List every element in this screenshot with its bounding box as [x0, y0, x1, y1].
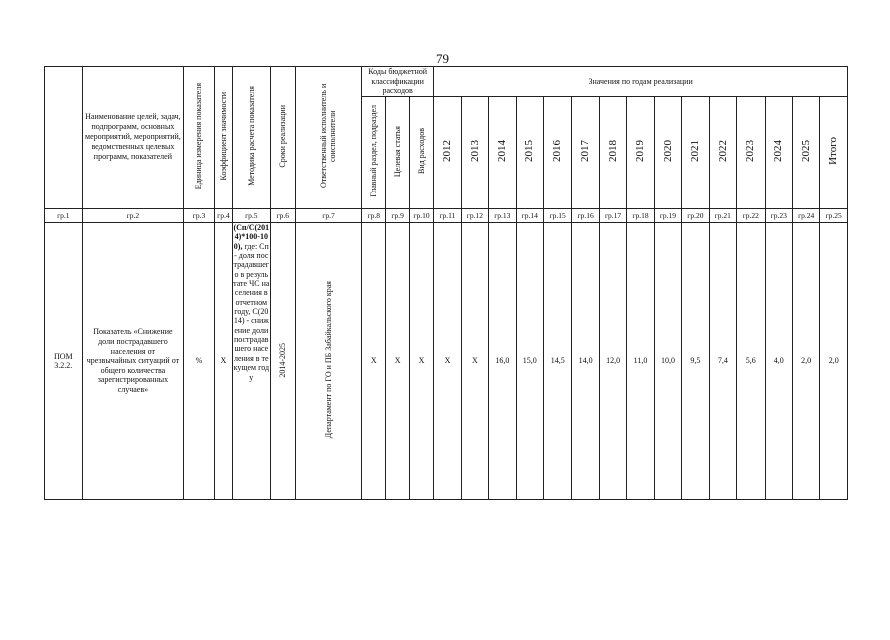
row-value: X — [434, 222, 461, 499]
indicator-table — [44, 66, 848, 500]
header-name: Наименование целей, задач, подпрограмм, основных мероприятий, мероприятий, ведомственных целевых программ, показателей — [82, 67, 184, 209]
column-number: гр.8 — [362, 208, 386, 222]
header-year: 2012 — [434, 96, 461, 208]
row-method — [233, 222, 271, 499]
header-year: 2017 — [572, 96, 599, 208]
page-number: 79 — [436, 51, 449, 66]
column-number: гр.11 — [434, 208, 461, 222]
column-number: гр.23 — [765, 208, 792, 222]
header-year: 2025 — [792, 96, 819, 208]
column-number-row — [45, 208, 848, 222]
header-budget-group: Коды бюджетной классификации расходов — [362, 67, 434, 97]
row-name: Показатель «Снижение доли пострадавшего населения от чрезвычайных ситуаций от общего количества зарегистрированных случаев» — [82, 222, 184, 499]
row-value: 5,6 — [737, 222, 765, 499]
header-terms: Сроки реализации — [270, 67, 295, 209]
header-budget-target: Целевая статья — [386, 96, 409, 208]
column-number: гр.2 — [82, 208, 184, 222]
column-number: гр.4 — [214, 208, 232, 222]
column-number: гр.6 — [270, 208, 295, 222]
header-year: 2016 — [543, 96, 571, 208]
header-method: Методика расчета показателя — [233, 67, 271, 209]
header-row-top — [45, 67, 848, 97]
column-number: гр.10 — [409, 208, 433, 222]
row-value: 10,0 — [654, 222, 681, 499]
row-budget-target: X — [386, 222, 409, 499]
column-number: гр.19 — [654, 208, 681, 222]
row-value: 2,0 — [792, 222, 819, 499]
column-number: гр.5 — [233, 208, 271, 222]
row-value: 11,0 — [627, 222, 654, 499]
header-year: 2022 — [709, 96, 736, 208]
row-code: ПОМ 3.2.2. — [45, 222, 83, 499]
header-budget-main: Главный раздел, подраздел — [362, 96, 386, 208]
method-text: где: Сп - доля пострадавшего в результате ЧС населения в отчетном году, С(2014) - снижение доли пострадавшего населения в текущем году — [233, 241, 270, 382]
row-value: 9,5 — [682, 222, 709, 499]
column-number: гр.9 — [386, 208, 409, 222]
column-number: гр.17 — [599, 208, 626, 222]
method-formula: (Сп/С(2014)*100-100), — [233, 222, 270, 251]
row-value: 4,0 — [765, 222, 792, 499]
header-year: 2023 — [737, 96, 765, 208]
column-number: гр.25 — [820, 208, 848, 222]
row-coef: X — [214, 222, 232, 499]
column-number: гр.12 — [461, 208, 488, 222]
column-number: гр.13 — [489, 208, 516, 222]
header-year: 2020 — [654, 96, 681, 208]
header-responsible: Ответственный исполнитель и соисполнители — [296, 67, 362, 209]
column-number: гр.16 — [572, 208, 599, 222]
table-row — [45, 222, 848, 499]
column-number: гр.7 — [296, 208, 362, 222]
header-total: Итого — [820, 96, 848, 208]
row-value: 12,0 — [599, 222, 626, 499]
row-value: 15,0 — [516, 222, 543, 499]
header-budget-kind: Вид расходов — [409, 96, 433, 208]
row-total: 2,0 — [820, 222, 848, 499]
header-year: 2018 — [599, 96, 626, 208]
row-budget-main: X — [362, 222, 386, 499]
header-year: 2024 — [765, 96, 792, 208]
column-number: гр.14 — [516, 208, 543, 222]
column-number: гр.15 — [543, 208, 571, 222]
header-year: 2015 — [516, 96, 543, 208]
header-year: 2021 — [682, 96, 709, 208]
column-number: гр.22 — [737, 208, 765, 222]
row-terms: 2014-2025 — [270, 222, 295, 499]
column-number: гр.21 — [709, 208, 736, 222]
row-responsible: Департамент по ГО и ПБ Забайкальского края — [296, 222, 362, 499]
header-values-group: Значения по годам реализации — [434, 67, 848, 97]
row-value: 14,0 — [572, 222, 599, 499]
column-number: гр.20 — [682, 208, 709, 222]
row-value: X — [461, 222, 488, 499]
column-number: гр.3 — [184, 208, 214, 222]
header-coef: Коэффициент значимости — [214, 67, 232, 209]
header-year: 2019 — [627, 96, 654, 208]
column-number: гр.24 — [792, 208, 819, 222]
header-code — [45, 67, 83, 209]
header-year: 2013 — [461, 96, 488, 208]
header-unit: Единица измерения показателя — [184, 67, 214, 209]
row-budget-kind: X — [409, 222, 433, 499]
row-unit: % — [184, 222, 214, 499]
column-number: гр.1 — [45, 208, 83, 222]
row-value: 7,4 — [709, 222, 736, 499]
column-number: гр.18 — [627, 208, 654, 222]
row-value: 14,5 — [543, 222, 571, 499]
header-year: 2014 — [489, 96, 516, 208]
row-value: 16,0 — [489, 222, 516, 499]
